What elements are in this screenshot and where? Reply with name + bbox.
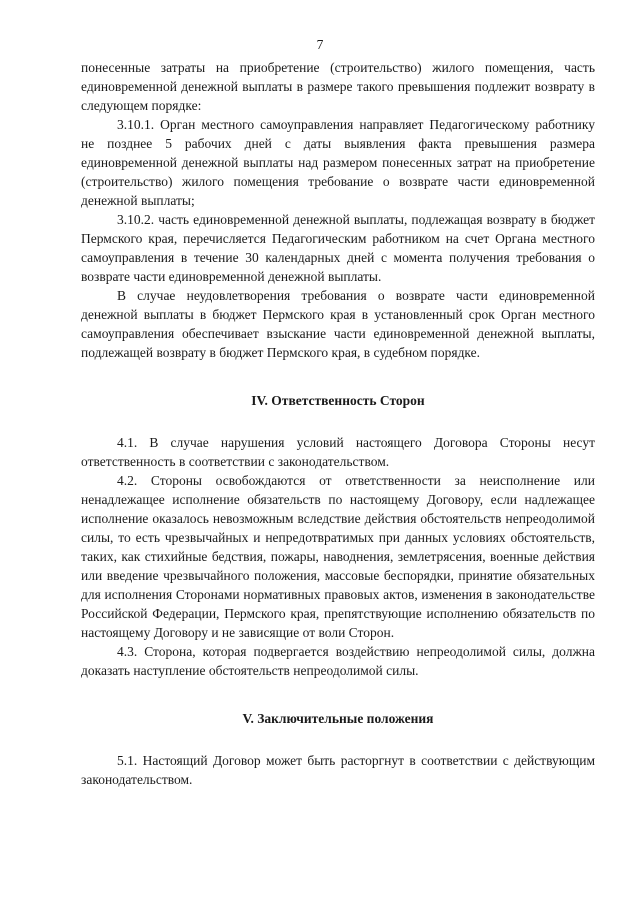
spacer	[81, 680, 595, 709]
section-heading-iv: IV. Ответственность Сторон	[251, 393, 425, 408]
paragraph-4-2: 4.2. Стороны освобождаются от ответственности за неисполнение или ненадлежащее исполнение обязательств по настоящему Договору, если надлежащее исполнение оказалось невозможным вследствие действия обстоятельств непреодолимой силы, то есть чрезвычайных и непредотвратимых при данных условиях обстоятельств, таких, как стихийные бедствия, пожары, наводнения, землетрясения, военные действия или введение чрезвычайного положения, массовые беспорядки, принятие обязательных для исполнения Сторонами нормативных правовых актов, изменения в законодательстве Российской Федерации, Пермского края, препятствующие исполнению обязательств по настоящему Договору и не зависящие от воли Сторон.	[81, 473, 595, 640]
spacer	[81, 728, 595, 751]
section-heading-v: V. Заключительные положения	[242, 711, 434, 726]
paragraph-non-fulfillment: В случае неудовлетворения требования о возврате части единовременной денежной выплаты в бюджет Пермского края в установленный срок Орган местного самоуправления обеспечивает взыскание части единовременной денежной выплаты, подлежащей возврату в бюджет Пермского края, в судебном порядке.	[81, 288, 595, 360]
page-number: 7	[316, 37, 324, 52]
spacer	[81, 362, 595, 391]
paragraph-4-1: 4.1. В случае нарушения условий настоящего Договора Стороны несут ответственность в соответствии с законодательством.	[81, 435, 595, 469]
paragraph-3-10-1: 3.10.1. Орган местного самоуправления направляет Педагогическому работнику не позднее 5 рабочих дней с даты выявления факта превышения размера единовременной денежной выплаты над размером понесенных затрат на приобретение (строительство) жилого помещения требование о возврате части единовременной денежной выплаты;	[81, 117, 595, 208]
paragraph-4-3: 4.3. Сторона, которая подвергается воздействию непреодолимой силы, должна доказать наступление обстоятельств непреодолимой силы.	[81, 644, 595, 678]
paragraph-3-10-2: 3.10.2. часть единовременной денежной выплаты, подлежащая возврату в бюджет Пермского края, перечисляется Педагогическим работником на счет Органа местного самоуправления в течение 30 календарных дней с момента получения требования о возврате части единовременной денежной выплаты.	[81, 212, 595, 284]
paragraph-5-1: 5.1. Настоящий Договор может быть расторгнут в соответствии с действующим законодательством.	[81, 753, 595, 787]
document-body	[81, 58, 595, 789]
spacer	[81, 410, 595, 433]
paragraph-continuation: понесенные затраты на приобретение (строительство) жилого помещения, часть единовременной денежной выплаты в размере такого превышения подлежит возврату в следующем порядке:	[81, 60, 595, 113]
